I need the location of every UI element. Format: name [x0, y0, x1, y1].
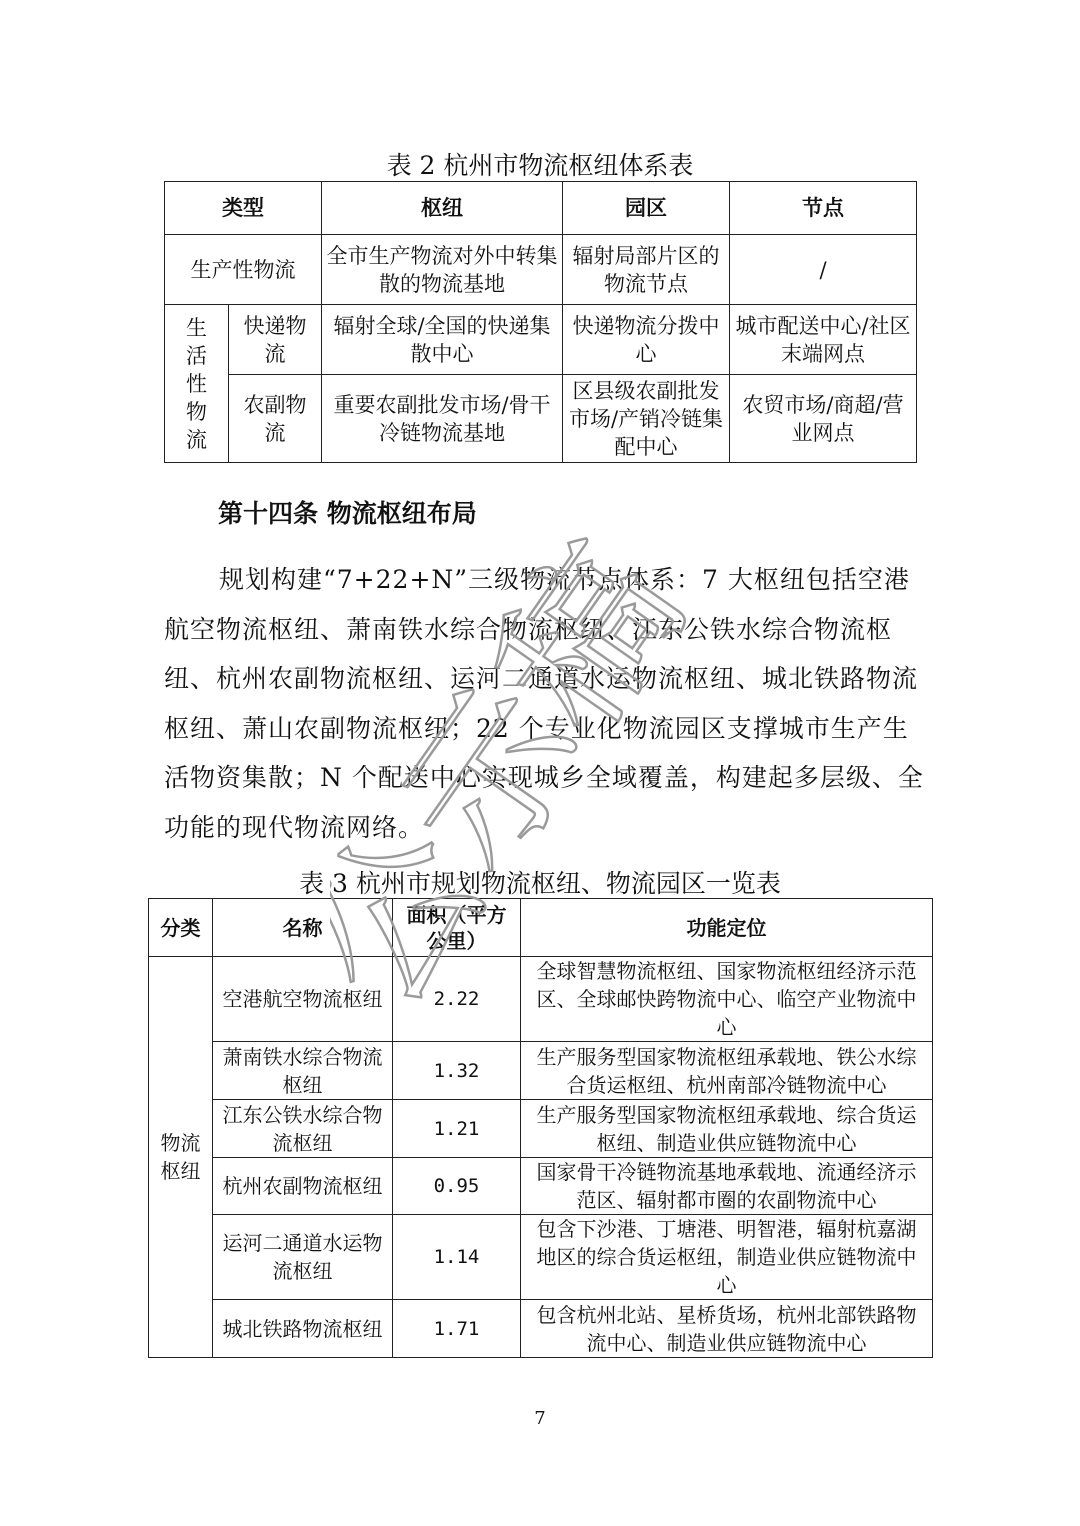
cell-park: 辐射局部片区的物流节点 [563, 235, 730, 305]
cell-park: 区县级农副批发市场/产销冷链集配中心 [563, 375, 730, 463]
cell-function: 生产服务型国家物流枢纽承载地、铁公水综合货运枢纽、杭州南部冷链物流中心 [521, 1042, 933, 1100]
header-category: 分类 [149, 899, 213, 957]
header-type: 类型 [165, 182, 322, 235]
cell-name: 空港航空物流枢纽 [213, 957, 393, 1042]
table2-caption: 表 2 杭州市物流枢纽体系表 [386, 151, 694, 180]
header-hub: 枢纽 [322, 182, 563, 235]
section-heading: 第十四条 物流枢纽布局 [218, 499, 477, 528]
cell-node: 城市配送中心/社区末端网点 [730, 305, 917, 375]
cell-function: 包含杭州北站、星桥货场，杭州北部铁路物流中心、制造业供应链物流中心 [521, 1300, 933, 1358]
cell-area: 1.32 [393, 1042, 521, 1100]
cell-category: 物流枢纽 [149, 957, 213, 1358]
table3-caption: 表 3 杭州市规划物流枢纽、物流园区一览表 [299, 869, 781, 898]
cell-function: 包含下沙港、丁塘港、明智港，辐射杭嘉湖地区的综合货运枢纽，制造业供应链物流中心 [521, 1215, 933, 1300]
planned-hubs-parks-table [148, 898, 933, 1358]
header-name: 名称 [213, 899, 393, 957]
page-number: 7 [534, 1408, 546, 1429]
cell-name: 杭州农副物流枢纽 [213, 1158, 393, 1215]
cell-function: 国家骨干冷链物流基地承载地、流通经济示范区、辐射都市圈的农副物流中心 [521, 1158, 933, 1215]
cell-area: 1.14 [393, 1215, 521, 1300]
cell-area: 1.21 [393, 1100, 521, 1158]
section-paragraph: 规划构建“7+22+N”三级物流节点体系：7 大枢纽包括空港航空物流枢纽、萧南铁水综合物流枢纽、江东公铁水综合物流枢纽、杭州农副物流枢纽、运河二通道水运物流枢纽、城北铁路物流枢纽、萧山农副物流枢纽；22 个专业化物流园区支撑城市生产生活物资集散；N 个配送中心实现城乡全域覆盖，构建起多层级、全功能的现代物流网络。 [164, 565, 924, 842]
cell-hub: 重要农副批发市场/骨干冷链物流基地 [322, 375, 563, 463]
cell-area: 1.71 [393, 1300, 521, 1358]
cell-name: 萧南铁水综合物流枢纽 [213, 1042, 393, 1100]
header-park: 园区 [563, 182, 730, 235]
cell-function: 生产服务型国家物流枢纽承载地、综合货运枢纽、制造业供应链物流中心 [521, 1100, 933, 1158]
cell-area: 2.22 [393, 957, 521, 1042]
header-function: 功能定位 [521, 899, 933, 957]
cell-name: 江东公铁水综合物流枢纽 [213, 1100, 393, 1158]
cell-subtype-agri: 农副物流 [229, 375, 322, 463]
logistics-hub-system-table [164, 181, 917, 463]
header-node: 节点 [730, 182, 917, 235]
cell-type-production: 生产性物流 [165, 235, 322, 305]
cell-hub: 全市生产物流对外中转集散的物流基地 [322, 235, 563, 305]
cell-node: 农贸市场/商超/营业网点 [730, 375, 917, 463]
cell-type-living: 生活性物流 [165, 305, 229, 463]
cell-name: 运河二通道水运物流枢纽 [213, 1215, 393, 1300]
cell-park: 快递物流分拨中心 [563, 305, 730, 375]
watermark-text: 公示稿 [330, 520, 720, 1043]
cell-area: 0.95 [393, 1158, 521, 1215]
cell-hub: 辐射全球/全国的快递集散中心 [322, 305, 563, 375]
header-area: 面积（平方公里） [393, 899, 521, 957]
cell-function: 全球智慧物流枢纽、国家物流枢纽经济示范区、全球邮快跨物流中心、临空产业物流中心 [521, 957, 933, 1042]
cell-subtype-express: 快递物流 [229, 305, 322, 375]
cell-node: / [730, 235, 917, 305]
cell-name: 城北铁路物流枢纽 [213, 1300, 393, 1358]
